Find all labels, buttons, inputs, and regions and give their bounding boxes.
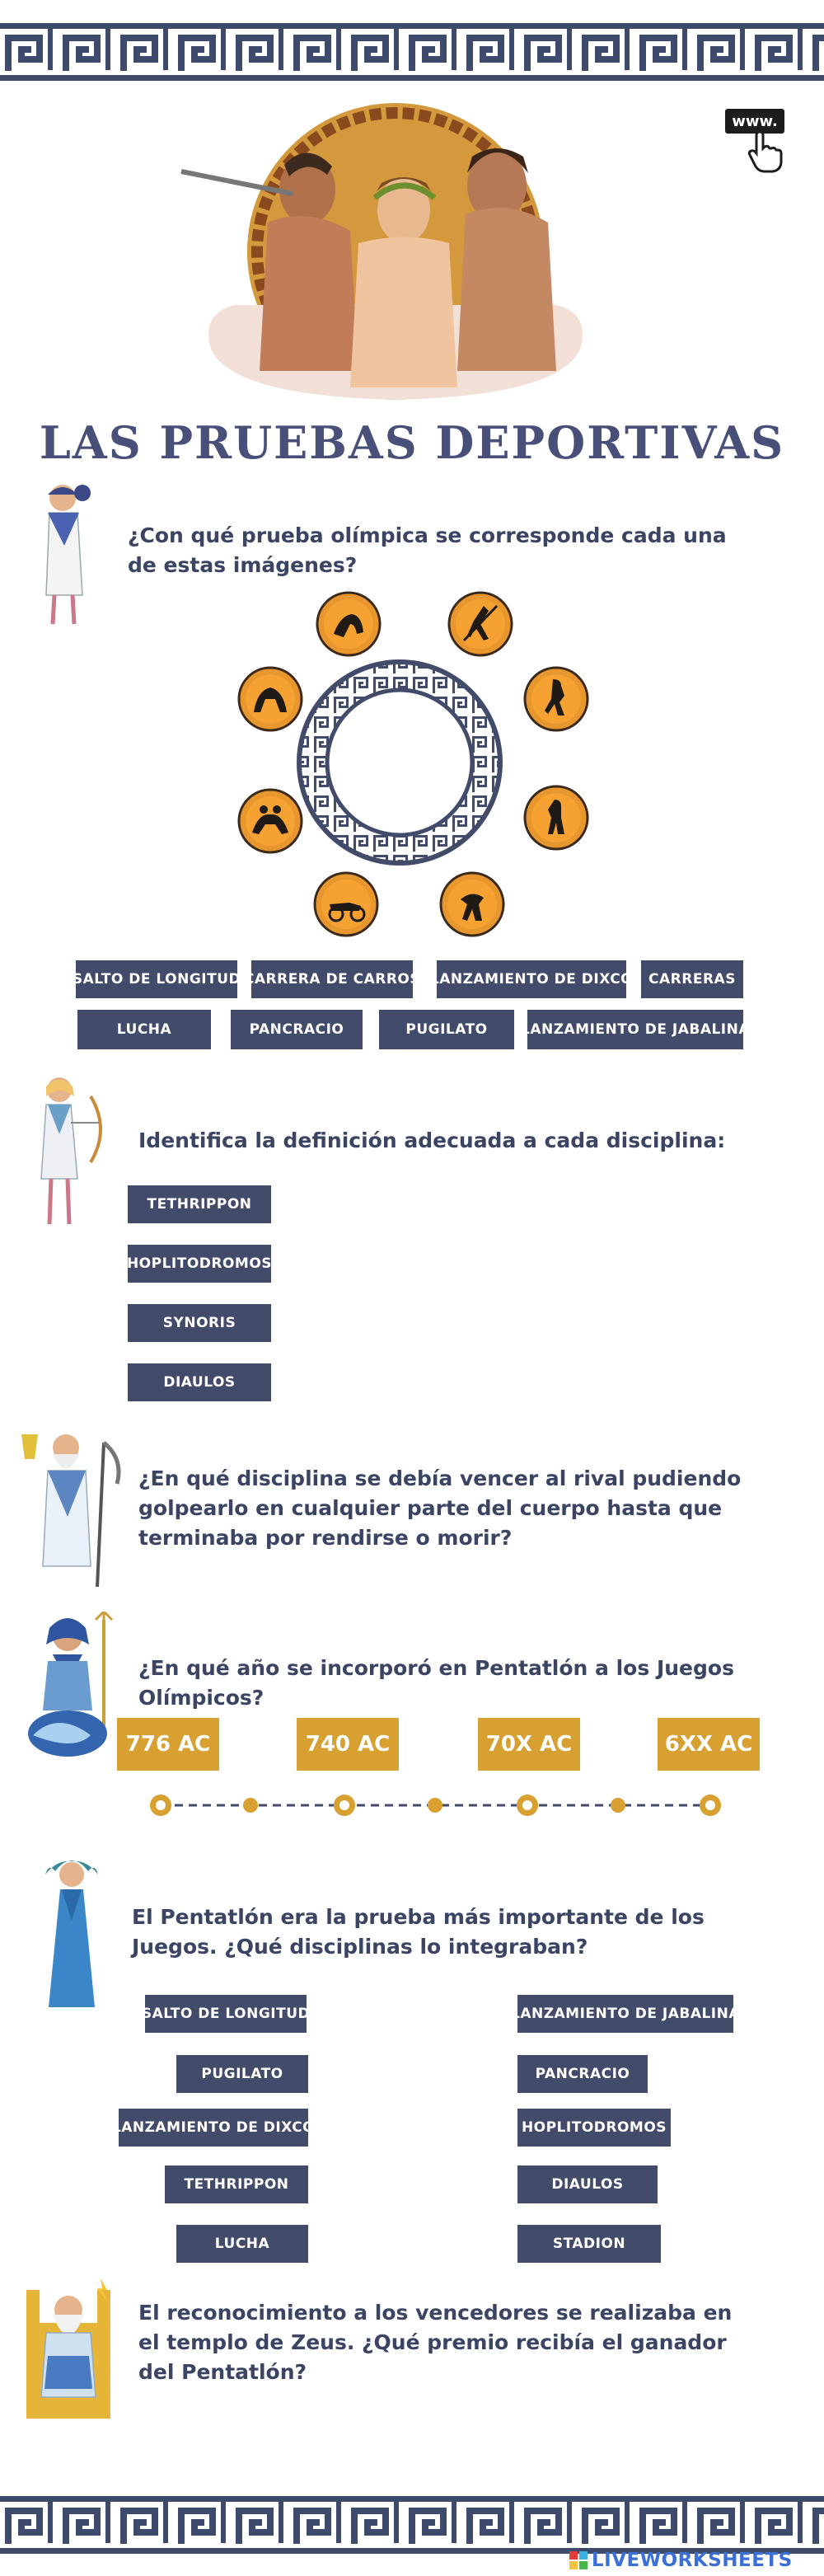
timeline-dot [150,1795,171,1816]
athlete-medallion-8[interactable] [439,871,505,937]
timeline [124,1789,733,1822]
athlete-medallion-5[interactable] [237,788,303,854]
discipline-tag[interactable]: PUGILATO [176,2055,308,2093]
option-tag[interactable]: LANZAMIENTO DE JABALINA [527,1010,743,1049]
question-2: Identifica la definición adecuada a cada disciplina: [138,1128,726,1152]
greek-key-ring [293,655,507,870]
option-tag[interactable]: CARRERA DE CARROS [251,960,413,998]
year-option[interactable]: 6XX AC [658,1718,760,1771]
option-tag[interactable]: LUCHA [77,1010,211,1049]
web-link-icon[interactable] [725,109,788,175]
question-3: ¿En qué disciplina se debía vencer al rival pudiendo golpearlo en cualquier parte del cuerpo hasta que terminaba por rendirse o morir? [138,1466,742,1550]
discipline-tag[interactable]: HOPLITODROMOS [517,2109,671,2147]
top-greek-border [0,23,824,81]
term-tag[interactable]: SYNORIS [128,1304,271,1342]
year-option[interactable]: 776 AC [117,1718,219,1771]
greek-figure-4 [25,1612,124,1760]
liveworksheets-logo-icon [569,2550,588,2570]
option-tag[interactable]: LANZAMIENTO DE DIXCO [437,960,626,998]
term-tag[interactable]: TETHRIPPON [128,1185,271,1223]
greek-figure-3 [18,1426,125,1591]
athlete-medallion-4[interactable] [523,666,589,732]
question-5: El Pentatlón era la prueba más importante de los Juegos. ¿Qué disciplinas lo integraban? [132,1905,705,1959]
timeline-dot [243,1798,258,1813]
option-tag[interactable]: CARRERAS [641,960,743,998]
athlete-medallion-7[interactable] [313,871,379,937]
greek-figure-1 [31,480,97,628]
discipline-tag[interactable]: TETHRIPPON [165,2165,308,2203]
timeline-dot [700,1795,721,1816]
athlete-medallion-1[interactable] [316,591,382,657]
timeline-dot [334,1795,355,1816]
discipline-tag[interactable]: LANZAMIENTO DE JABALINA [517,1995,733,2033]
timeline-dot [611,1798,625,1813]
year-option[interactable]: 740 AC [297,1718,399,1771]
term-tag[interactable]: HOPLITODROMOS [128,1245,271,1283]
discipline-tag[interactable]: STADION [517,2225,661,2263]
greek-figure-2 [25,1072,115,1228]
year-option[interactable]: 70X AC [478,1718,580,1771]
greek-figure-5 [37,1855,111,2011]
athlete-medallion-2[interactable] [447,591,513,657]
option-tag[interactable]: PUGILATO [379,1010,514,1049]
medallion-wheel [231,589,602,944]
timeline-dot [428,1798,442,1813]
term-tag[interactable]: DIAULOS [128,1363,271,1401]
question-1: ¿Con qué prueba olímpica se corresponde cada una de estas imágenes? [128,523,727,577]
discipline-tag[interactable]: LANZAMIENTO DE DIXCO [119,2109,308,2147]
discipline-tag[interactable]: DIAULOS [517,2165,658,2203]
option-tag[interactable]: SALTO DE LONGITUD [76,960,237,998]
bottom-greek-border [0,2496,824,2554]
brand-label: LIVEWORKSHEETS [592,2550,793,2571]
web-label: www. [725,109,784,134]
discipline-tag[interactable]: LUCHA [176,2225,308,2263]
athlete-medallion-6[interactable] [523,785,589,851]
discipline-tag[interactable]: SALTO DE LONGITUD [145,1995,307,2033]
question-4: ¿En qué año se incorporó en Pentatlón a los Juegos Olímpicos? [138,1656,734,1710]
liveworksheets-brand[interactable] [569,2548,821,2573]
athlete-medallion-3[interactable] [237,666,303,732]
discipline-tag[interactable]: PANCRACIO [517,2055,648,2093]
timeline-dot [517,1795,538,1816]
hand-pointer-icon [747,130,784,173]
hero-athletes-illustration [169,99,614,412]
option-tag[interactable]: PANCRACIO [231,1010,363,1049]
question-6: El reconocimiento a los vencedores se realizaba en el templo de Zeus. ¿Qué premio recibía el ganador del Pentatlón? [138,2301,733,2384]
greek-figure-6 [15,2273,122,2422]
page-title: LAS PRUEBAS DEPORTIVAS [39,416,785,469]
